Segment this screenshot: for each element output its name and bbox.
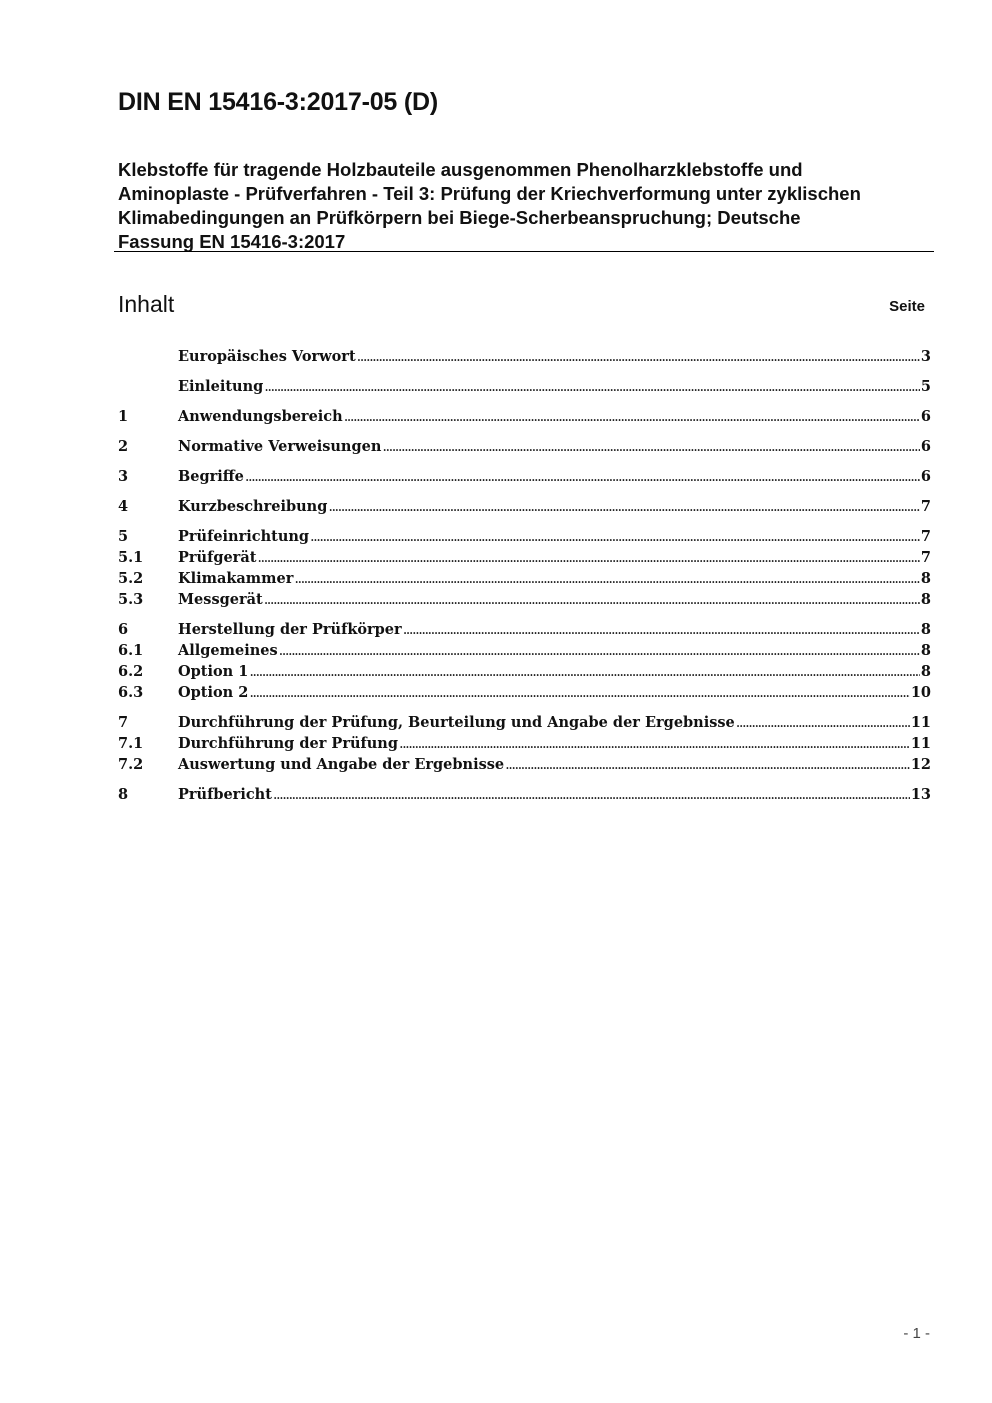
toc-entry-label: Klimakammer (178, 570, 294, 587)
toc-entry[interactable] (118, 568, 931, 589)
toc-entry[interactable] (118, 784, 931, 805)
toc-dot-leader (328, 497, 920, 518)
toc-entry[interactable] (118, 640, 931, 661)
toc-entry[interactable] (118, 346, 931, 367)
toc-entry[interactable] (118, 712, 931, 733)
toc-entry-number: 3 (118, 468, 129, 485)
toc-entry-label: Begriffe (178, 468, 244, 485)
toc-entry[interactable] (118, 436, 931, 457)
toc-entry[interactable] (118, 466, 931, 487)
toc-entry-number: 6.3 (118, 684, 144, 701)
toc-entry-label: Durchführung der Prüfung, Beurteilung und Angabe der Ergebnisse (178, 714, 735, 731)
toc-entry-page: 10 (910, 684, 931, 701)
toc-dot-leader (257, 548, 919, 569)
document-title: DIN EN 15416-3:2017-05 (D) (118, 88, 438, 116)
toc-dot-leader (399, 734, 910, 755)
toc-entry-page: 3 (920, 348, 931, 365)
toc-dot-leader (357, 347, 920, 368)
toc-dot-leader (294, 569, 920, 590)
toc-entry-page: 6 (920, 468, 931, 485)
toc-entry-page: 7 (920, 498, 931, 515)
page-number: - 1 - (903, 1325, 930, 1342)
toc-dot-leader (273, 785, 910, 806)
toc-entry-page: 11 (910, 735, 931, 752)
toc-entry-number: 7.1 (118, 735, 144, 752)
toc-page-column-label: Seite (889, 298, 925, 315)
toc-entry-page: 8 (920, 642, 931, 659)
toc-entry-number: 5.2 (118, 570, 144, 587)
toc-entry[interactable] (118, 376, 931, 397)
toc-entry-page: 5 (920, 378, 931, 395)
toc-dot-leader (344, 407, 920, 428)
document-subtitle (118, 158, 933, 254)
toc-entry-label: Durchführung der Prüfung (178, 735, 398, 752)
toc-entry-label: Prüfeinrichtung (178, 528, 310, 545)
toc-entry-page: 8 (920, 663, 931, 680)
toc-entry-page: 8 (920, 591, 931, 608)
toc-entry[interactable] (118, 406, 931, 427)
toc-entry-number: 6 (118, 621, 129, 638)
subtitle-line: Fassung EN 15416-3:2017 (118, 231, 346, 252)
toc-entry-label: Herstellung der Prüfkörper (178, 621, 402, 638)
table-of-contents (118, 346, 931, 805)
toc-entry-page: 12 (910, 756, 931, 773)
toc-entry-label: Messgerät (178, 591, 263, 608)
toc-entry-page: 7 (920, 549, 931, 566)
toc-entry-page: 8 (920, 621, 931, 638)
toc-dot-leader (249, 662, 920, 683)
toc-entry-number: 5 (118, 528, 129, 545)
toc-entry-page: 13 (910, 786, 931, 803)
toc-entry-label: Normative Verweisungen (178, 438, 382, 455)
toc-dot-leader (736, 713, 910, 734)
toc-entry[interactable] (118, 589, 931, 610)
toc-entry-label: Prüfbericht (178, 786, 272, 803)
toc-entry-number: 5.1 (118, 549, 144, 566)
toc-entry-page: 11 (910, 714, 931, 731)
toc-entry-page: 6 (920, 408, 931, 425)
toc-entry-label: Prüfgerät (178, 549, 257, 566)
toc-entry-label: Einleitung (178, 378, 264, 395)
toc-dot-leader (310, 527, 920, 548)
toc-dot-leader (279, 641, 920, 662)
toc-dot-leader (382, 437, 920, 458)
toc-entry[interactable] (118, 682, 931, 703)
toc-entry-page: 6 (920, 438, 931, 455)
toc-entry-number: 6.1 (118, 642, 144, 659)
toc-entry[interactable] (118, 496, 931, 517)
subtitle-line: Klimabedingungen an Prüfkörpern bei Biege-Scherbeanspruchung; Deutsche (118, 207, 801, 228)
toc-entry-label: Allgemeines (178, 642, 278, 659)
toc-entry-label: Europäisches Vorwort (178, 348, 356, 365)
toc-entry[interactable] (118, 754, 931, 775)
toc-entry[interactable] (118, 733, 931, 754)
toc-entry-number: 5.3 (118, 591, 144, 608)
toc-entry-number: 8 (118, 786, 129, 803)
toc-dot-leader (403, 620, 920, 641)
toc-entry-number: 2 (118, 438, 129, 455)
toc-heading: Inhalt (118, 291, 175, 317)
toc-entry[interactable] (118, 547, 931, 568)
toc-entry[interactable] (118, 526, 931, 547)
toc-entry-label: Auswertung und Angabe der Ergebnisse (178, 756, 505, 773)
toc-dot-leader (264, 377, 920, 398)
toc-entry-label: Option 2 (178, 684, 249, 701)
toc-entry-label: Anwendungsbereich (178, 408, 343, 425)
toc-entry[interactable] (118, 661, 931, 682)
toc-dot-leader (245, 467, 920, 488)
header-divider (114, 251, 934, 252)
toc-entry-number: 4 (118, 498, 129, 515)
toc-dot-leader (264, 590, 920, 611)
subtitle-line: Aminoplaste - Prüfverfahren - Teil 3: Prüfung der Kriechverformung unter zyklischen (118, 183, 861, 204)
toc-entry-number: 7 (118, 714, 129, 731)
toc-dot-leader (505, 755, 910, 776)
toc-entry[interactable] (118, 619, 931, 640)
toc-entry-label: Option 1 (178, 663, 249, 680)
toc-entry-page: 7 (920, 528, 931, 545)
toc-entry-number: 6.2 (118, 663, 144, 680)
toc-entry-page: 8 (920, 570, 931, 587)
toc-entry-number: 1 (118, 408, 129, 425)
toc-dot-leader (249, 683, 909, 704)
toc-entry-label: Kurzbeschreibung (178, 498, 328, 515)
subtitle-line: Klebstoffe für tragende Holzbauteile ausgenommen Phenolharzklebstoffe und (118, 159, 803, 180)
toc-entry-number: 7.2 (118, 756, 144, 773)
